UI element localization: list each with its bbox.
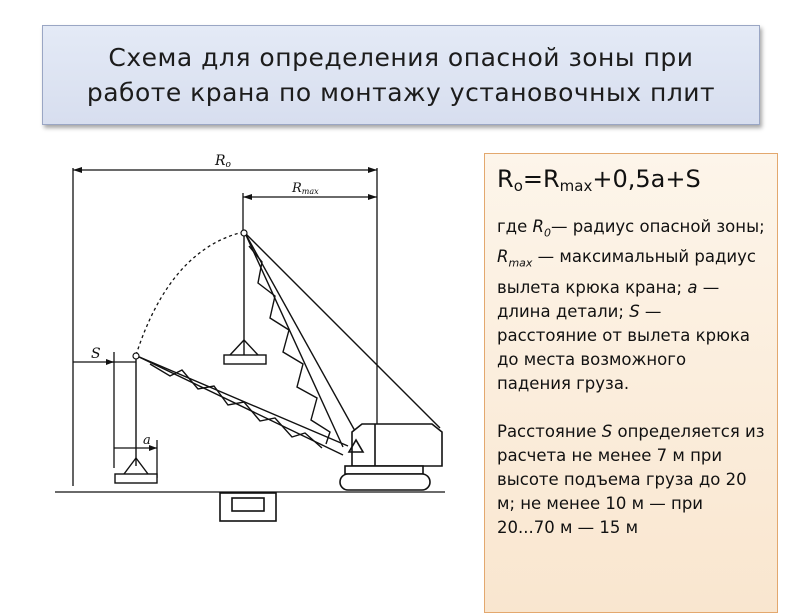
slide-title	[87, 40, 715, 110]
lower-sling-right	[136, 458, 148, 474]
lower-boom-lattice	[150, 364, 322, 448]
explanation-box	[484, 153, 778, 613]
label-a: a	[143, 433, 151, 448]
rmax-right-arrow	[368, 194, 377, 200]
upper-sling-right	[244, 340, 258, 355]
s-arrow	[106, 359, 114, 365]
label-s: S	[91, 346, 101, 362]
danger-zone-formula: $R_o=R_{max}+0,5a+S$	[497, 165, 701, 195]
r0-left-arrow	[73, 167, 82, 173]
upper-boom-tip	[241, 230, 247, 236]
title-line-1: Схема для определения опасной зоны при	[108, 43, 694, 72]
upper-sling-left	[230, 340, 244, 355]
formula-description: где $R_0—$ радиус опасной зоны; $R_{max}$ — максимальный радиус вылета крюка крана; a — длина детали; S — расстояние от вылета крюка до места возможного падения груза.	[497, 217, 765, 393]
lower-sling-left	[124, 458, 136, 474]
label-rmax: Rmax	[292, 181, 319, 196]
title-line-2: работе крана по монтажу установочных плит	[86, 78, 716, 107]
rmax-left-arrow	[243, 194, 252, 200]
crane-turntable	[345, 466, 423, 474]
upper-boom-pendant	[245, 233, 440, 428]
cut-off-line: 20...70 м — 15 м	[497, 517, 639, 537]
lower-load-plate	[115, 474, 157, 483]
crane-danger-zone-diagram	[50, 140, 470, 530]
r0-right-arrow	[368, 167, 377, 173]
boom-swing-arc	[136, 232, 243, 355]
title-banner	[42, 25, 760, 125]
upper-load-plate	[224, 355, 266, 364]
distance-s-note: Расстояние S определяется из расчета не менее 7 м при высоте подъема груза до 20 м; не менее 10 м — при 20...70 м — 15 м	[497, 421, 765, 537]
label-r0: Ro	[215, 153, 231, 170]
lower-boom-tip	[133, 353, 139, 359]
crane-track	[340, 474, 430, 490]
foundation-pit	[232, 498, 264, 511]
upper-boom-lattice	[249, 246, 330, 444]
crane-cab	[352, 424, 442, 466]
